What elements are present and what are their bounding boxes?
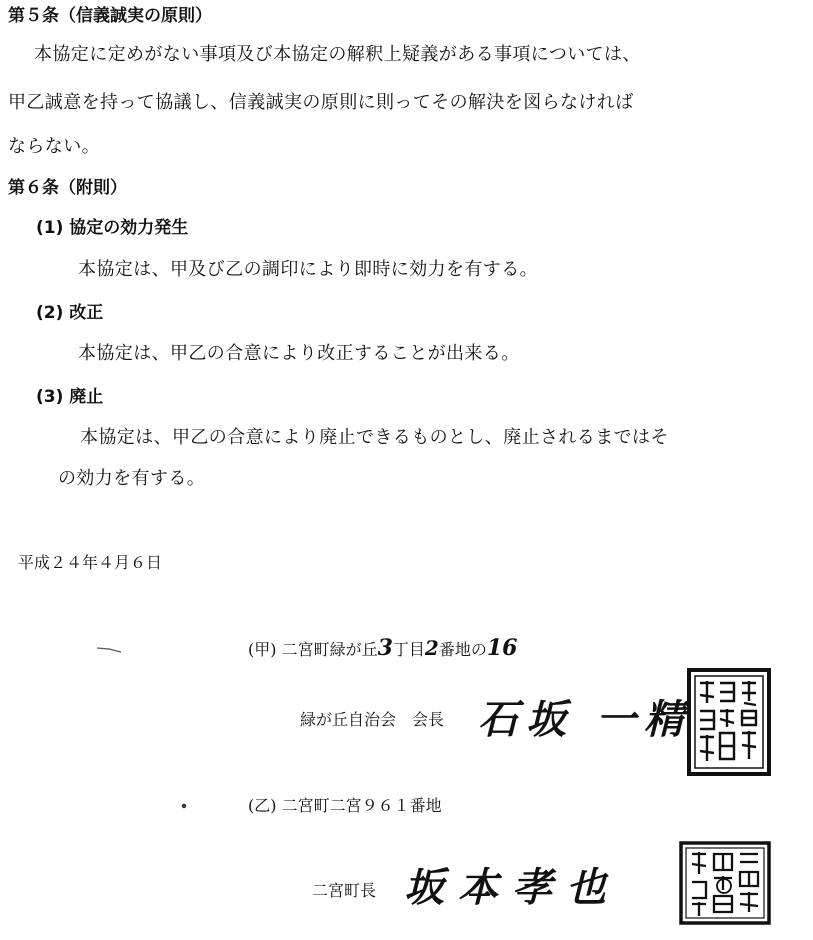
article-5-line-1: 本協定に定めがない事項及び本協定の解釈上疑義がある事項については、 [34, 44, 641, 65]
party-a-chome-handwritten: 3 [377, 635, 393, 661]
party-b-address: (乙) 二宮町二宮９６１番地 [248, 796, 442, 815]
item-3-label: (3) 廃止 [36, 387, 104, 407]
party-b-title: 二宮町長 [312, 881, 377, 900]
scan-speck [95, 642, 125, 656]
party-a-chome-suffix: 丁目 [392, 640, 425, 659]
party-a-address-prefix: (甲) 二宮町緑が丘 [248, 640, 378, 659]
item-1-label: (1) 協定の効力発生 [36, 218, 189, 238]
agreement-date: 平成２４年４月６日 [18, 553, 163, 572]
item-2-label: (2) 改正 [36, 303, 104, 323]
party-a-banchi-suffix: 番地の [438, 640, 487, 659]
article-5-line-2: 甲乙誠意を持って協議し、信義誠実の原則に則ってその解決を図らなければ [8, 92, 634, 113]
article-5-line-3: ならない。 [8, 136, 100, 157]
party-a-go-handwritten: 16 [486, 635, 518, 661]
party-a-seal [686, 667, 772, 777]
article-6-heading: 第６条（附則） [8, 178, 127, 198]
scan-dot [178, 800, 190, 812]
party-a-banchi-handwritten: 2 [424, 636, 439, 660]
party-b-seal [678, 840, 772, 926]
item-2-text: 本協定は、甲乙の合意により改正することが出来る。 [78, 343, 520, 364]
party-b-signature: 坂本孝也 [404, 864, 620, 911]
article-5-heading: 第５条（信義誠実の原則） [8, 6, 212, 26]
item-3-text-1: 本協定は、甲乙の合意により廃止できるものとし、廃止されるまではそ [80, 427, 669, 448]
item-3-text-2: の効力を有する。 [58, 468, 206, 489]
party-a-address [248, 637, 517, 659]
party-a-org: 緑が丘自治会 会長 [300, 710, 445, 729]
party-a-signature: 石坂 一精 [478, 696, 692, 743]
item-1-text: 本協定は、甲及び乙の調印により即時に効力を有する。 [78, 259, 538, 280]
